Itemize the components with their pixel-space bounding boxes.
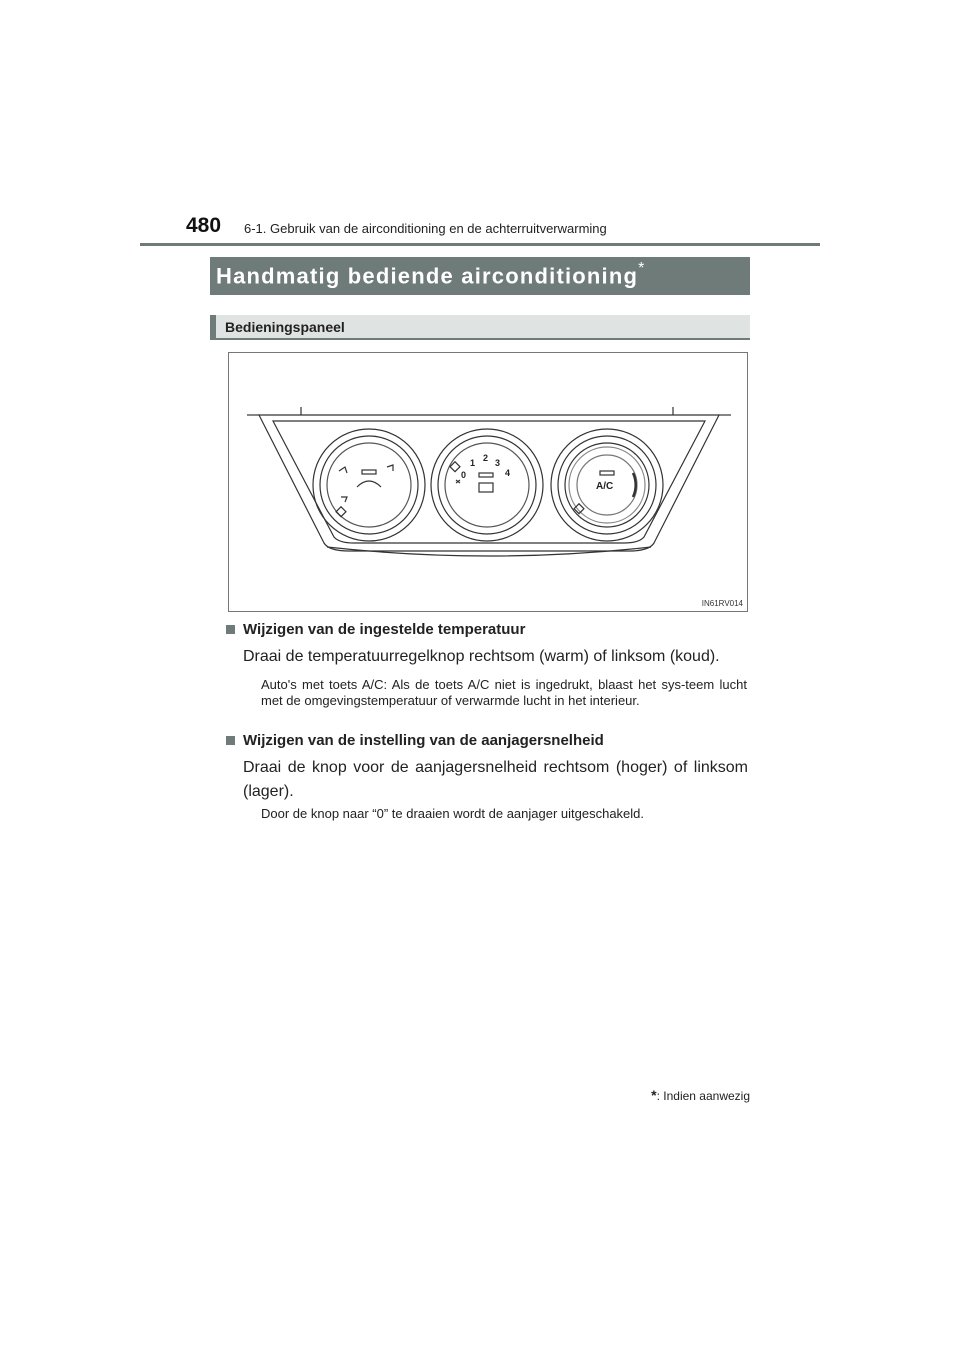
item-heading-temperature: [226, 621, 525, 638]
page-number: 480: [186, 214, 222, 237]
item-heading-text: Wijzigen van de instelling van de aanjagersnelheid: [243, 732, 604, 749]
section-title-bar: [210, 257, 750, 295]
control-panel-illustration: [229, 353, 749, 613]
fan-speed-dial: [431, 429, 543, 541]
ac-button-label: A/C: [596, 481, 614, 492]
fan-scale-1: 1: [470, 458, 476, 468]
fan-scale-4: 4: [505, 468, 511, 478]
bullet-square: [226, 625, 235, 634]
mode-dial: [313, 429, 425, 541]
chapter-title: 6-1. Gebruik van de airconditioning en de achterruitverwarming: [244, 221, 607, 236]
footnote: [620, 1087, 750, 1103]
footnote-text: : Indien aanwezig: [656, 1089, 750, 1103]
item-body-temperature: Draai de temperatuurregelknop rechtsom (warm) of linksom (koud).: [243, 648, 720, 665]
figure-code: IN61RV014: [701, 599, 743, 608]
item-body-fan-speed: Draai de knop voor de aanjagersnelheid rechtsom (hoger) of linksom (lager).: [243, 759, 748, 800]
section-title-text: Handmatig bediende airconditioning: [216, 263, 639, 289]
item-heading-fan-speed: [226, 732, 604, 749]
item-heading-text: Wijzigen van de ingestelde temperatuur: [243, 621, 526, 638]
fan-scale-3: 3: [495, 458, 501, 468]
item-note-temperature: Auto's met toets A/C: Als de toets A/C niet is ingedrukt, blaast het sys-teem lucht met de omgevingstemperatuur of verwarmde lucht in het interieur.: [261, 677, 747, 708]
item-note-fan-speed: Door de knop naar “0” te draaien wordt de aanjager uitgeschakeld.: [261, 806, 645, 821]
fan-scale-2: 2: [483, 453, 489, 463]
section-title-mark: *: [638, 260, 646, 277]
footnote-mark: *: [651, 1087, 657, 1103]
header-rule: [140, 243, 820, 246]
fan-scale-0: 0: [461, 470, 467, 480]
subsection-header: [210, 315, 750, 340]
section-title: [216, 262, 646, 289]
subsection-marker: [210, 315, 216, 338]
subsection-title: Bedieningspaneel: [225, 319, 345, 335]
bullet-square: [226, 736, 235, 745]
control-panel-figure: [228, 352, 748, 612]
